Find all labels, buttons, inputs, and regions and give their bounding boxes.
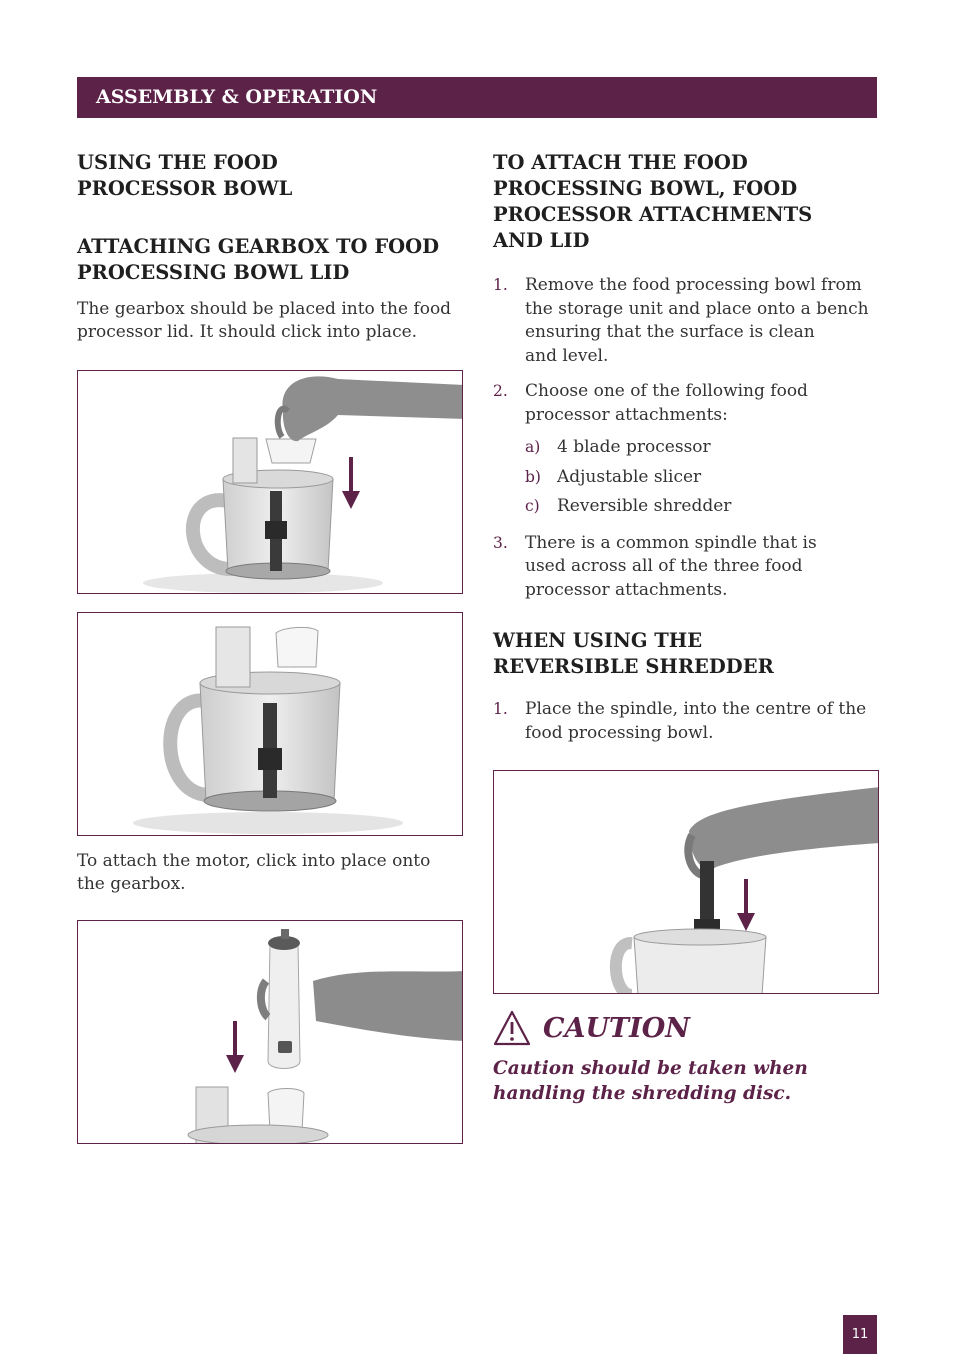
gearbox-in-place-illustration <box>78 613 463 836</box>
list-item <box>493 380 879 522</box>
photo-placing-spindle <box>493 770 879 994</box>
step-text-line: ensuring that the surface is clean <box>525 322 815 342</box>
photo-attaching-motor <box>77 920 463 1144</box>
list-item <box>493 274 879 368</box>
spindle-placement-illustration <box>494 771 879 994</box>
list-item <box>493 698 879 745</box>
caution-title <box>493 1010 879 1046</box>
step-text-line: food processing bowl. <box>525 722 714 743</box>
right-column <box>493 150 879 1106</box>
sub-item-letter: b) <box>525 467 541 486</box>
sub-item-letter: c) <box>525 497 540 515</box>
section-header <box>77 77 877 118</box>
gearbox-placement-illustration <box>78 371 463 594</box>
list-item <box>525 433 879 463</box>
sub-item-text: Reversible shredder <box>557 496 732 516</box>
photo-placing-gearbox <box>77 370 463 594</box>
heading-attaching-gearbox: ATTACHING GEARBOX TO FOOD PROCESSING BOWL LID <box>77 235 440 284</box>
step-text-line: and level. <box>525 345 609 366</box>
step-text-line: Place the spindle, into the centre of the <box>525 699 867 719</box>
step-number: 1. <box>493 700 508 718</box>
caution-label: CAUTION <box>543 1012 690 1044</box>
motor-instructions: To attach the motor, click into place onto the gearbox. <box>77 851 431 894</box>
attach-steps-list <box>493 274 879 602</box>
caution-text: Caution should be taken when handling the shredding disc. <box>493 1058 808 1104</box>
step-text-line: processor attachments. <box>525 579 728 600</box>
section-title: ASSEMBLY & OPERATION <box>96 86 378 108</box>
page-number: 11 <box>843 1315 877 1354</box>
list-item <box>525 463 879 493</box>
step-text-line: the storage unit and place onto a bench <box>525 298 869 319</box>
step-text-line: Remove the food processing bowl from <box>525 275 862 295</box>
step-text-line: used across all of the three food <box>525 556 803 576</box>
step-text-line: Choose one of the following food <box>525 381 808 401</box>
sub-item-text: Adjustable slicer <box>557 466 702 487</box>
step-number: 3. <box>493 533 508 552</box>
list-item <box>525 492 879 522</box>
motor-attach-illustration <box>78 921 463 1144</box>
step-text-line: There is a common spindle that is <box>525 532 817 553</box>
caution-box <box>493 1010 879 1106</box>
shredder-steps-list <box>493 698 879 745</box>
attachment-options-list <box>525 433 879 522</box>
heading-attach-food-processing-bowl: TO ATTACH THE FOOD PROCESSING BOWL, FOOD PROCESSOR ATTACHMENTS AND LID <box>493 151 813 252</box>
step-text-line: processor attachments: <box>525 404 728 425</box>
step-number: 1. <box>493 276 508 294</box>
sub-item-letter: a) <box>525 438 541 456</box>
heading-using-food-processor-bowl: USING THE FOOD PROCESSOR BOWL <box>77 151 293 200</box>
gearbox-instructions: The gearbox should be placed into the food processor lid. It should click into place. <box>77 299 452 342</box>
photo-gearbox-in-place <box>77 612 463 836</box>
list-item <box>493 532 879 603</box>
step-number: 2. <box>493 382 508 400</box>
warning-triangle-icon <box>493 1010 531 1046</box>
sub-item-text: 4 blade processor <box>557 437 711 457</box>
heading-reversible-shredder: WHEN USING THE REVERSIBLE SHREDDER <box>493 629 774 678</box>
left-column <box>77 150 463 1144</box>
